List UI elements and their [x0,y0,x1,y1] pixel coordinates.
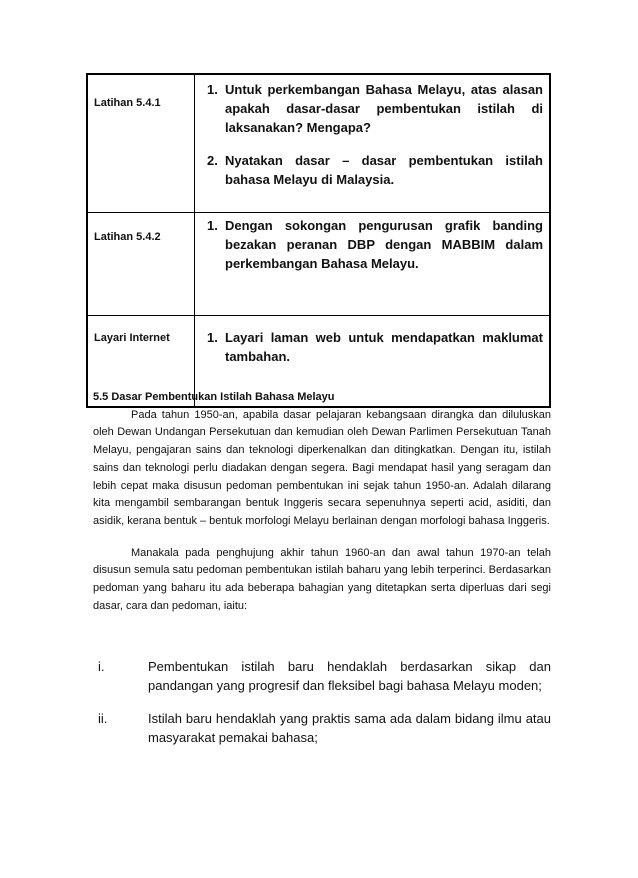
row-label: Latihan 5.4.1 [87,74,195,213]
item-number: 1. [207,330,218,345]
table-row [87,74,550,213]
list-item [207,151,543,189]
paragraph: Manakala pada penghujung akhir tahun 1960-an dan awal tahun 1970-an telah disusun semula satu pedoman pembentukan istilah baharu yang lebih terperinci. Berdasarkan pedoman yang baharu itu ada beberapa bahagian yang ditetapkan serta diperluas dari segi dasar, cara dan pedoman, iaitu: [93,546,551,612]
list-item [207,216,543,273]
list-item [93,657,551,695]
item-text: Pembentukan istilah baru hendaklah berdasarkan sikap dan pandangan yang progresif dan fleksibel bagi bahasa Melayu moden; [148,659,551,693]
row-label: Layari Internet [87,316,195,408]
exercise-table [86,73,551,408]
item-text: Istilah baru hendaklah yang praktis sama ada dalam bidang ilmu atau masyarakat pemakai bahasa; [148,711,551,745]
item-number: ii. [98,711,108,726]
list-item [207,328,543,366]
row-content [195,213,551,316]
section-body [93,389,551,615]
list-item [207,80,543,137]
table-row [87,213,550,316]
list-item [93,709,551,747]
item-number: 2. [207,153,218,168]
paragraph: Pada tahun 1950-an, apabila dasar pelajaran kebangsaan dirangka dan diluluskan oleh Dewan Undangan Persekutuan dan kemudian oleh Dewan Parlimen Persekutuan Tanah Melayu, pengajaran sains dan teknologi diperkenalkan dan ditingkatkan. Dengan itu, istilah sains dan teknologi perlu diadakan dengan segera. Bagi mendapat hasil yang seragam dan lebih cepat maka disusun pedoman pembentukan ini sejak tahun 1950-an. Adalah dilarang kita mengambil sembarangan bentuk Inggeris secara sepenuhnya seperti acid, asiditi, dan asidik, kerana bentuk – bentuk morfologi Melayu berlainan dengan morfologi bahasa Inggeris. [93,408,551,527]
task-list [207,80,543,189]
section-title: 5.5 Dasar Pembentukan Istilah Bahasa Melayu [93,391,335,403]
roman-list [93,657,551,747]
item-text: Untuk perkembangan Bahasa Melayu, atas alasan apakah dasar-dasar pembentukan istilah di laksanakan? Mengapa? [225,82,543,135]
task-list [207,216,543,273]
item-text: Nyatakan dasar – dasar pembentukan istilah bahasa Melayu di Malaysia. [225,153,543,187]
item-number: 1. [207,82,218,97]
item-text: Layari laman web untuk mendapatkan maklumat tambahan. [225,330,543,364]
row-content [195,74,551,213]
task-list [207,328,543,366]
item-text: Dengan sokongan pengurusan grafik banding bezakan peranan DBP dengan MABBIM dalam perkembangan Bahasa Melayu. [225,218,543,271]
item-number: 1. [207,218,218,233]
item-number: i. [98,659,105,674]
row-label: Latihan 5.4.2 [87,213,195,316]
